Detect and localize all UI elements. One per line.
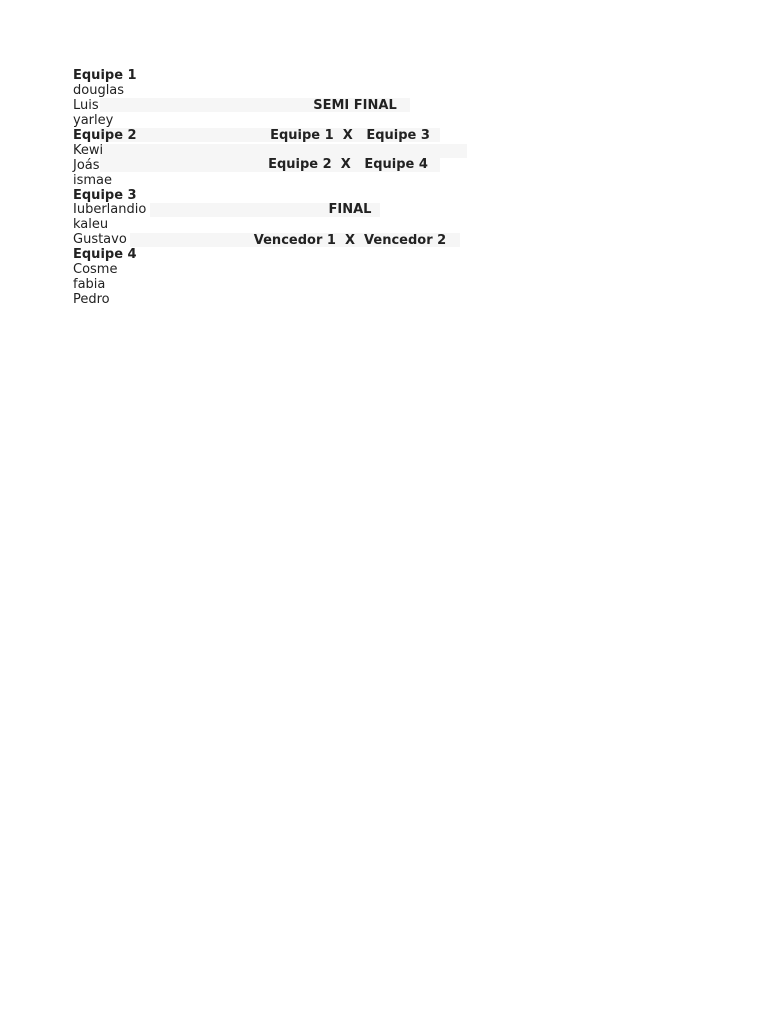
- team-member: kaleu: [73, 217, 109, 232]
- team-title: Equipe 4: [73, 247, 137, 262]
- semi-final-heading: SEMI FINAL: [313, 98, 397, 113]
- row-band: [100, 144, 467, 158]
- team-member: Joás: [73, 158, 100, 173]
- team-member: Luis: [73, 98, 99, 113]
- team-member: Kewi: [73, 143, 104, 158]
- semi-final-match-2: Equipe 2 X Equipe 4: [268, 157, 428, 172]
- team-member: douglas: [73, 83, 125, 98]
- team-member: Cosme: [73, 262, 118, 277]
- team-title: Equipe 2: [73, 128, 137, 143]
- team-member: ismae: [73, 173, 113, 188]
- team-member: Pedro: [73, 292, 110, 307]
- team-member: yarley: [73, 113, 114, 128]
- final-heading: FINAL: [328, 202, 372, 217]
- team-member: Gustavo: [73, 232, 127, 247]
- team-title: Equipe 1: [73, 68, 137, 83]
- semi-final-match-1: Equipe 1 X Equipe 3: [270, 128, 430, 143]
- team-member: fabia: [73, 277, 106, 292]
- team-title: Equipe 3: [73, 188, 137, 203]
- team-member: Iuberlandio: [73, 202, 147, 217]
- final-match: Vencedor 1 X Vencedor 2: [253, 233, 447, 248]
